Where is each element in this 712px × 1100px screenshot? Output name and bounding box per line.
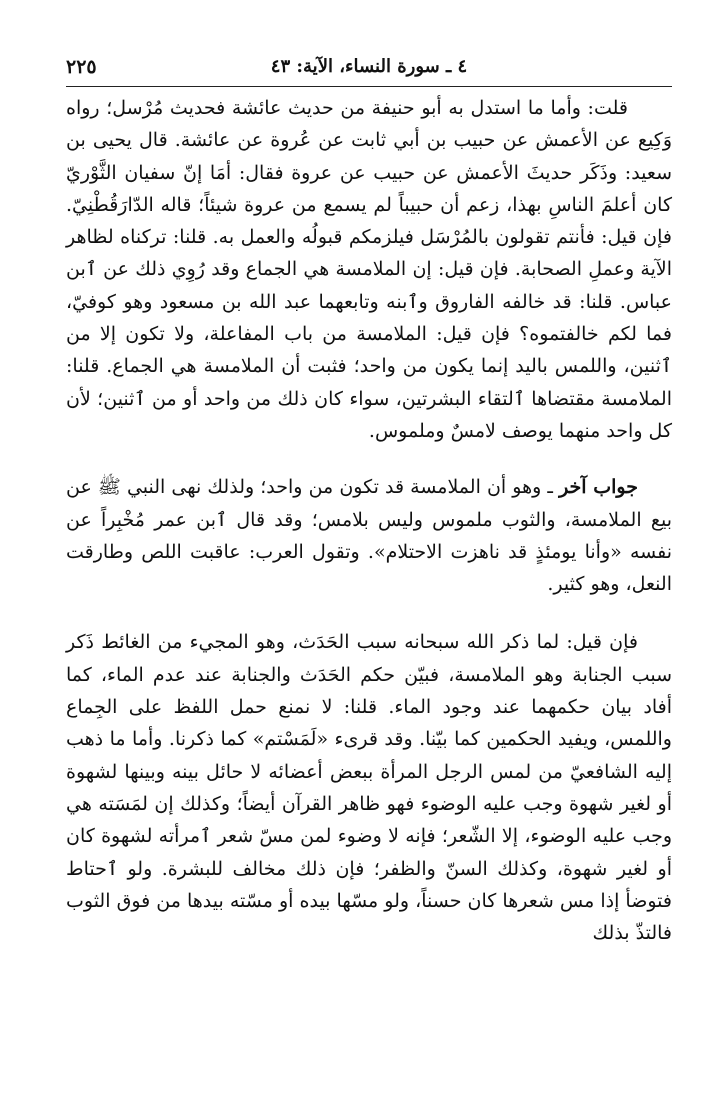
page-header [66, 52, 672, 86]
paragraph-gap [66, 600, 672, 626]
header-rule [66, 86, 672, 87]
page-body [66, 92, 672, 949]
paragraph-text: ـ وهو أن الملامسة قد تكون من واحد؛ ولذلك نهى النبي ﷺ عن بيع الملامسة، والثوب ملموس وليس بلامس؛ وقد قال ٱبن عمر مُخْبِراً عن نفسه «وأنا يومئذٍ قد ناهزت الاحتلام». وتقول العرب: عاقبت اللص وطارقت النعل، وهو كثير. [66, 476, 672, 596]
running-title: ٤ ـ سورة النساء، الآية: ٤٣ [270, 56, 468, 77]
paragraph: فإن قيل: لما ذكر الله سبحانه سبب الحَدَث، وهو المجيء من الغائط ذَكر سبب الجنابة وهو الملامسة، فبيّن حكم الحَدَث والجنابة عند عدم الماء، كما أفاد بيان حكمهما عند وجود الماء. قلنا: لا نمنع حمل اللفظ على الجِماع واللمس، ويفيد الحكمين كما بيّنا. وقد قرىء «لَمَسْتم» كما ذكرنا. وأما ما ذهب إليه الشافعيّ من لمس الرجل المرأة ببعض أعضائه لا حائل بينه وبينها لشهوة أو لغير شهوة وجب عليه الوضوء فهو ظاهر القرآن أيضاً؛ وكذلك إن لمَسَته هي وجب عليه الوضوء، إلا الشّعر؛ فإنه لا وضوء لمن مسّ شعر ٱمرأته لشهوة كان أو لغير شهوة، وكذلك السنّ والظفر؛ فإن ذلك مخالف للبشرة. ولو ٱحتاط فتوضأ إذا مس شعرها كان حسناً، ولو مسّها بيده أو مسّته بيدها من فوق الثوب فالتذّ بذلك [66, 631, 672, 945]
page-number: ٢٢٥ [66, 56, 97, 78]
paragraph [66, 471, 672, 600]
paragraph-lead: جواب آخر [559, 476, 638, 499]
paragraph-gap [66, 447, 672, 471]
paragraph: قلت: وأما ما استدل به أبو حنيفة من حديث عائشة فحديث مُرْسل؛ رواه وَكِيع عن الأعمش عن حبيب بن أبي ثابت عن عُروة عن عائشة. قال يحيى بن سعيد: وذَكَر حديثَ الأعمش عن حبيب عن عروة فقال: أمَا إنّ سفيان الثَّوْريّ كان أعلمَ الناسِ بهذا، زعم أن حبيباً لم يسمع من عروة شيئاً؛ قاله الدّارَقُطْنِيّ. فإن قيل: فأنتم تقولون بالمُرْسَل فيلزمكم قبولُه والعمل به. قلنا: تركناه لظاهر الآية وعملِ الصحابة. فإن قيل: إن الملامسة هي الجماع وقد رُوِي ذلك عن ٱبن عباس. قلنا: قد خالفه الفاروق وٱبنه وتابعهما عبد الله بن مسعود وهو كوفيّ، فما لكم خالفتموه؟ فإن قيل: الملامسة من باب المفاعلة، ولا تكون إلا من ٱثنين، واللمس باليد إنما يكون من واحد؛ فثبت أن الملامسة هي الجماع. قلنا: الملامسة مقتضاها ٱلتقاء البشرتين، سواء كان ذلك من واحد أو من ٱثنين؛ لأن كل واحد منهما يوصف لامسٌ وملموس. [66, 97, 672, 442]
